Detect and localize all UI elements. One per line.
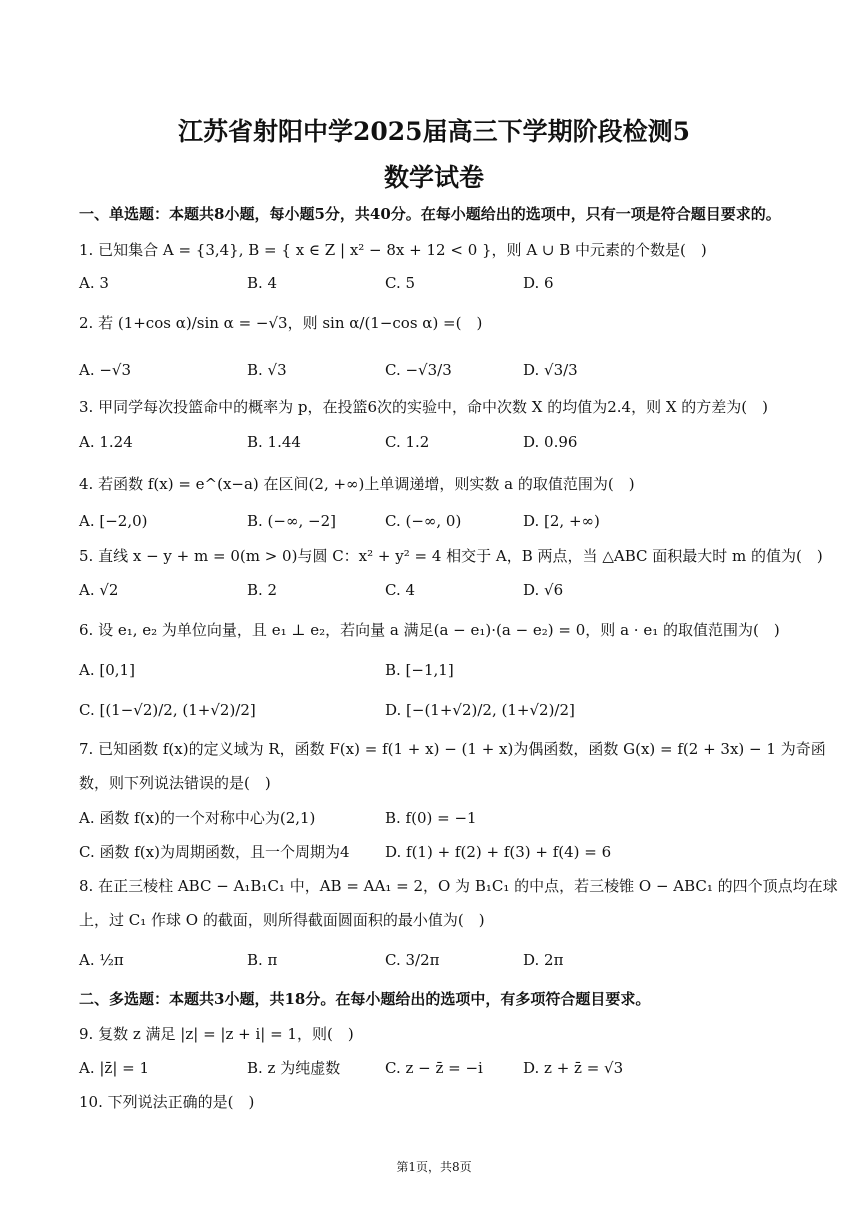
option-d: D. z + z̄ = √3 (523, 1059, 624, 1077)
option-a: A. 函数 f(x)的一个对称中心为(2,1) (79, 809, 316, 827)
option-a: A. |z̄| = 1 (79, 1059, 150, 1077)
question-stem-cont: 数，则下列说法错误的是( ) (79, 774, 271, 792)
question-stem: 4. 若函数 f(x) = e^(x−a) 在区间(2, +∞)上单调递增，则实数 a 的取值范围为( ) (79, 475, 635, 493)
option-d: D. [2, +∞) (523, 512, 600, 530)
section-heading: 一、单选题：本题共8小题，每小题5分，共40分。在每小题给出的选项中，只有一项是符合题目要求的。 (79, 205, 781, 223)
option-b: B. π (247, 951, 278, 969)
option-b: B. [−1,1] (385, 661, 454, 679)
option-d: D. √3/3 (523, 361, 578, 379)
option-a: A. 3 (79, 274, 109, 292)
question-stem: 5. 直线 x − y + m = 0(m > 0)与圆 C：x² + y² = 4 相交于 A，B 两点，当 △ABC 面积最大时 m 的值为( ) (79, 547, 823, 565)
option-d: D. √6 (523, 581, 564, 599)
option-b: B. f(0) = −1 (385, 809, 477, 827)
page-footer: 第1页，共8页 (396, 1160, 472, 1174)
question-stem: 6. 设 e₁, e₂ 为单位向量，且 e₁ ⊥ e₂，若向量 a 满足(a − e₁)·(a − e₂) = 0，则 a · e₁ 的取值范围为( ) (79, 621, 780, 639)
question-stem-cont: 上，过 C₁ 作球 O 的截面，则所得截面圆面积的最小值为( ) (79, 911, 485, 929)
option-a: A. √2 (79, 581, 119, 599)
question-stem: 2. 若 (1+cos α)/sin α = −√3，则 sin α/(1−cos α) =( ) (79, 314, 483, 332)
question-stem: 7. 已知函数 f(x)的定义域为 R，函数 F(x) = f(1 + x) − (1 + x)为偶函数，函数 G(x) = f(2 + 3x) − 1 为奇函 (79, 740, 826, 758)
option-d: D. 2π (523, 951, 564, 969)
option-c: C. −√3/3 (385, 361, 452, 379)
option-b: B. 2 (247, 581, 278, 599)
option-c: C. [(1−√2)/2, (1+√2)/2] (79, 701, 256, 719)
question-stem: 3. 甲同学每次投篮命中的概率为 p，在投篮6次的实验中，命中次数 X 的均值为2.4，则 X 的方差为( ) (79, 398, 768, 416)
option-a: A. [0,1] (79, 661, 135, 679)
option-a: A. [−2,0) (79, 512, 148, 530)
option-d: D. f(1) + f(2) + f(3) + f(4) = 6 (385, 843, 612, 861)
question-stem: 9. 复数 z 满足 |z| = |z + i| = 1，则( ) (79, 1025, 354, 1043)
option-a: A. ½π (79, 951, 124, 969)
option-d: D. 0.96 (523, 433, 578, 451)
option-b: B. (−∞, −2] (247, 512, 336, 530)
option-c: C. 3/2π (385, 951, 440, 969)
option-d: D. [−(1+√2)/2, (1+√2)/2] (385, 701, 575, 719)
section-heading: 二、多选题：本题共3小题，共18分。在每小题给出的选项中，有多项符合题目要求。 (79, 990, 651, 1008)
exam-title: 江苏省射阳中学2025届高三下学期阶段检测5 (178, 117, 690, 146)
option-c: C. z − z̄ = −i (385, 1059, 483, 1077)
option-b: B. z 为纯虚数 (247, 1059, 341, 1077)
question-stem: 10. 下列说法正确的是( ) (79, 1093, 255, 1111)
question-stem: 1. 已知集合 A = {3,4}, B = { x ∈ Z | x² − 8x + 12 < 0 }，则 A ∪ B 中元素的个数是( ) (79, 241, 707, 259)
option-c: C. 1.2 (385, 433, 430, 451)
option-b: B. 1.44 (247, 433, 301, 451)
option-c: C. 4 (385, 581, 416, 599)
option-a: A. 1.24 (79, 433, 133, 451)
option-b: B. √3 (247, 361, 287, 379)
question-stem: 8. 在正三棱柱 ABC − A₁B₁C₁ 中，AB = AA₁ = 2，O 为 B₁C₁ 的中点，若三棱锥 O − ABC₁ 的四个顶点均在球 (79, 877, 838, 895)
exam-subtitle: 数学试卷 (383, 163, 484, 192)
option-c: C. 5 (385, 274, 416, 292)
option-d: D. 6 (523, 274, 554, 292)
option-c: C. (−∞, 0) (385, 512, 462, 530)
option-a: A. −√3 (79, 361, 132, 379)
option-b: B. 4 (247, 274, 278, 292)
option-c: C. 函数 f(x)为周期函数，且一个周期为4 (79, 843, 350, 861)
